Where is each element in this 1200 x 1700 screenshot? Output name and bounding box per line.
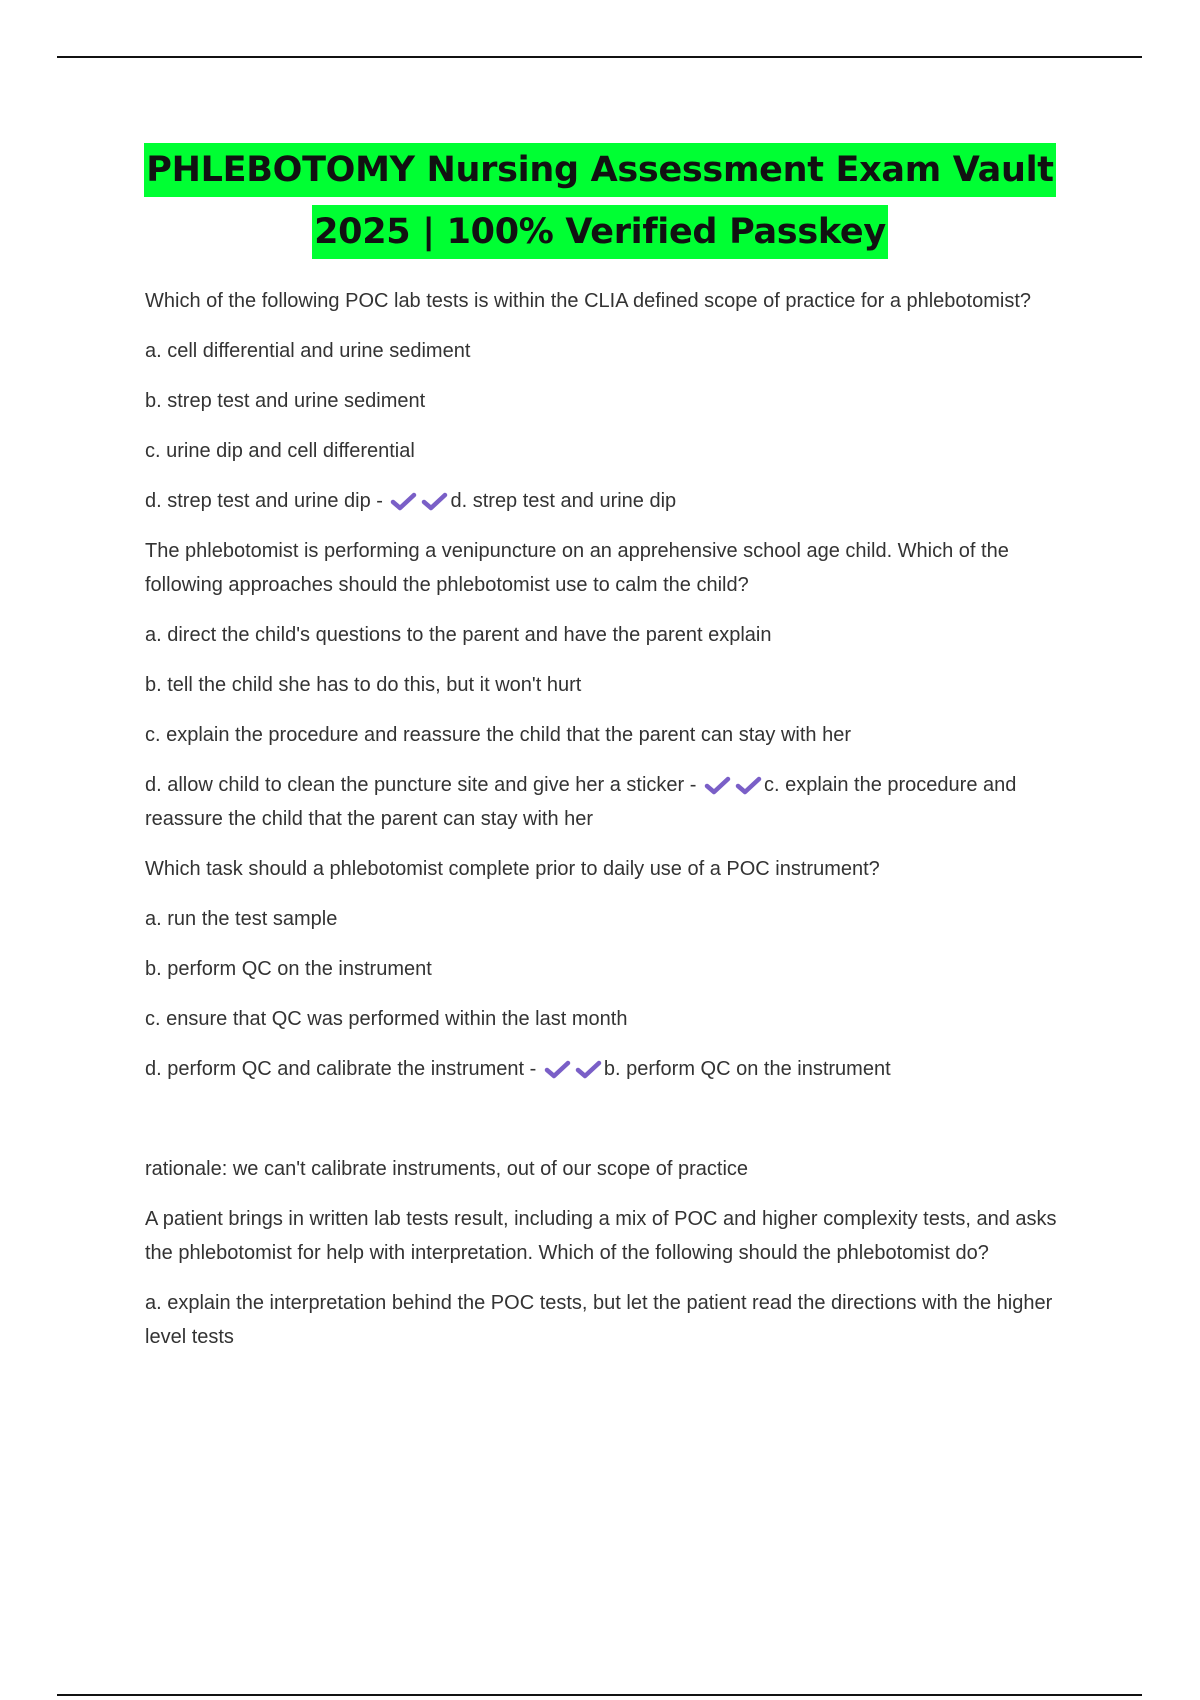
answer-line [145, 484, 1075, 518]
check-icon [575, 1060, 603, 1080]
top-rule [57, 56, 1142, 58]
correct-answer: d. strep test and urine dip [450, 490, 677, 512]
answer-line [145, 768, 1075, 836]
question-text: The phlebotomist is performing a venipuncture on an apprehensive school age child. Which of the following approaches should the phlebotomist use to calm the child? [145, 540, 1009, 596]
option-a: a. explain the interpretation behind the POC tests, but let the patient read the directions with the higher level tests [145, 1292, 1053, 1348]
option-a: a. run the test sample [145, 908, 338, 930]
check-icon [704, 776, 732, 796]
option-d: d. allow child to clean the puncture site and give her a sticker - [145, 774, 697, 796]
option-b: b. tell the child she has to do this, but it won't hurt [145, 674, 582, 696]
option-a: a. direct the child's questions to the parent and have the parent explain [145, 624, 772, 646]
title-line-1: PHLEBOTOMY Nursing Assessment Exam Vault [144, 143, 1055, 197]
document-body [145, 284, 1075, 1370]
option-b: b. perform QC on the instrument [145, 958, 432, 980]
option-c: c. ensure that QC was performed within the last month [145, 1008, 628, 1030]
check-icon [390, 492, 418, 512]
option-c: c. urine dip and cell differential [145, 440, 415, 462]
option-b: b. strep test and urine sediment [145, 390, 426, 412]
question-text: A patient brings in written lab tests result, including a mix of POC and higher complexity tests, and asks the phlebotomist for help with interpretation. Which of the following should the phlebotomist do? [145, 1208, 1057, 1264]
option-d: d. perform QC and calibrate the instrument - [145, 1058, 537, 1080]
check-icon [421, 492, 449, 512]
correct-answer: b. perform QC on the instrument [603, 1058, 891, 1080]
document-title [0, 143, 1200, 259]
option-d: d. strep test and urine dip - [145, 490, 383, 512]
question-text: Which task should a phlebotomist complete prior to daily use of a POC instrument? [145, 858, 880, 880]
question-text: Which of the following POC lab tests is within the CLIA defined scope of practice for a phlebotomist? [145, 290, 1032, 312]
bottom-rule [57, 1694, 1142, 1696]
rationale-text: rationale: we can't calibrate instruments, out of our scope of practice [145, 1158, 749, 1180]
correct-answer: c. explain the procedure and reassure the child that the parent can stay with her [145, 774, 1017, 830]
check-icon [544, 1060, 572, 1080]
option-c: c. explain the procedure and reassure the child that the parent can stay with her [145, 724, 851, 746]
answer-line [145, 1052, 1075, 1086]
option-a: a. cell differential and urine sediment [145, 340, 471, 362]
check-icon [735, 776, 763, 796]
title-line-2: 2025 | 100% Verified Passkey [312, 205, 888, 259]
